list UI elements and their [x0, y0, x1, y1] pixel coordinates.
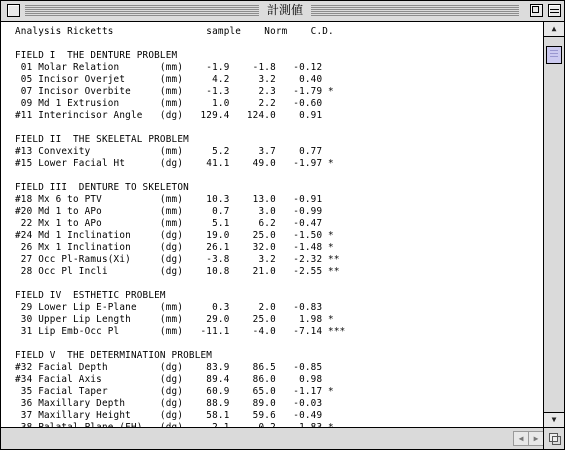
- report-text-area[interactable]: [1, 22, 543, 427]
- measurement-row: 09 Md 1 Extrusion (mm) 1.0 2.2 -0.60: [15, 98, 323, 109]
- report-header: Analysis Ricketts sample Norm C.D.: [15, 26, 334, 37]
- measurement-row: #32 Facial Depth (dg) 83.9 86.5 -0.85: [15, 362, 323, 373]
- field-heading: FIELD IV ESTHETIC PROBLEM: [15, 290, 166, 301]
- title-bar-stripes-right: [311, 5, 519, 16]
- arrow-up-icon[interactable]: ▲: [544, 22, 564, 37]
- close-box-icon[interactable]: [7, 4, 20, 17]
- measurement-row: 35 Facial Taper (dg) 60.9 65.0 -1.17 *: [15, 386, 334, 397]
- measurement-row: 37 Maxillary Height (dg) 58.1 59.6 -0.49: [15, 410, 323, 421]
- measurement-row: 26 Mx 1 Inclination (dg) 26.1 32.0 -1.48 *: [15, 242, 334, 253]
- windowshade-box-icon[interactable]: [548, 4, 561, 17]
- measurement-row: 05 Incisor Overjet (mm) 4.2 3.2 0.40: [15, 74, 323, 85]
- horizontal-scrollbar[interactable]: [1, 427, 543, 449]
- measurement-row: 31 Lip Emb-Occ Pl (mm) -11.1 -4.0 -7.14 ***: [15, 326, 346, 337]
- field-heading: FIELD II THE SKELETAL PROBLEM: [15, 134, 189, 145]
- field-heading: FIELD I THE DENTURE PROBLEM: [15, 50, 178, 61]
- title-bar-stripes-left: [25, 5, 259, 16]
- resize-grip-icon[interactable]: [543, 427, 564, 449]
- measurement-row: #34 Facial Axis (dg) 89.4 86.0 0.98: [15, 374, 323, 385]
- measurement-row: 30 Upper Lip Length (mm) 29.0 25.0 1.98 *: [15, 314, 334, 325]
- scroll-thumb[interactable]: [546, 46, 562, 64]
- vertical-scrollbar[interactable]: [543, 22, 564, 427]
- field-heading: FIELD V THE DETERMINATION PROBLEM: [15, 350, 213, 361]
- title-bar[interactable]: [1, 1, 564, 22]
- measurement-row: #11 Interincisor Angle (dg) 129.4 124.0 0.91: [15, 110, 323, 121]
- measurement-row: 28 Occ Pl Incli (dg) 10.8 21.0 -2.55 **: [15, 266, 340, 277]
- zoom-box-icon[interactable]: [530, 4, 543, 17]
- measurement-row: #15 Lower Facial Ht (dg) 41.1 49.0 -1.97 *: [15, 158, 334, 169]
- measurement-row: 22 Mx 1 to APo (mm) 5.1 6.2 -0.47: [15, 218, 323, 229]
- arrow-down-icon[interactable]: ▼: [544, 412, 564, 427]
- arrow-right-icon[interactable]: ▶: [528, 431, 544, 446]
- measurement-row: 27 Occ Pl-Ramus(Xi) (dg) -3.8 3.2 -2.32 **: [15, 254, 340, 265]
- measurement-row: 01 Molar Relation (mm) -1.9 -1.8 -0.12: [15, 62, 323, 73]
- measurement-row: 36 Maxillary Depth (dg) 88.9 89.0 -0.03: [15, 398, 323, 409]
- arrow-left-icon[interactable]: ◀: [513, 431, 529, 446]
- measurement-row: 29 Lower Lip E-Plane (mm) 0.3 2.0 -0.83: [15, 302, 323, 313]
- measurement-row: #24 Md 1 Inclination (dg) 19.0 25.0 -1.50 *: [15, 230, 334, 241]
- measurement-row: 07 Incisor Overbite (mm) -1.3 2.3 -1.79 *: [15, 86, 334, 97]
- field-heading: FIELD III DENTURE TO SKELETON: [15, 182, 189, 193]
- window-title: 計測値: [263, 3, 307, 18]
- measurement-row: #20 Md 1 to APo (mm) 0.7 3.0 -0.99: [15, 206, 323, 217]
- measurement-row: #18 Mx 6 to PTV (mm) 10.3 13.0 -0.91: [15, 194, 323, 205]
- measurement-row: #13 Convexity (mm) 5.2 3.7 0.77: [15, 146, 323, 157]
